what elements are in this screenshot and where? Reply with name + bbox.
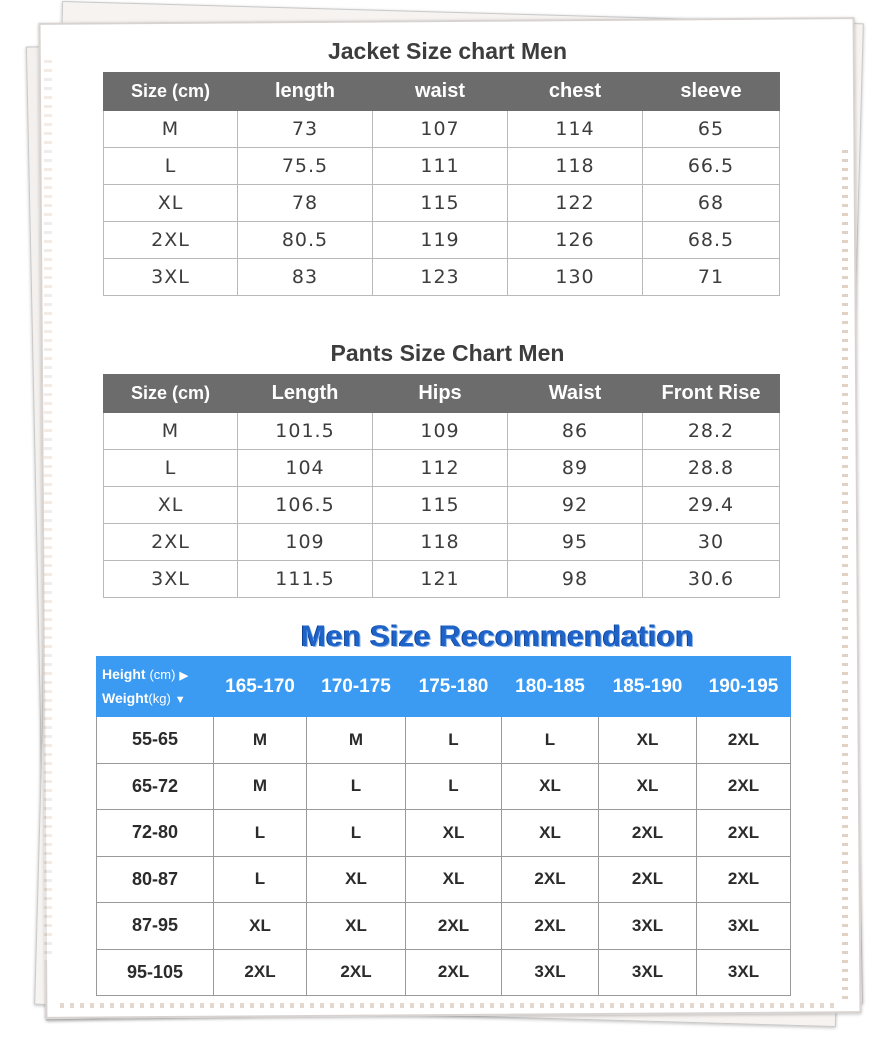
table-cell: 68 — [643, 185, 780, 222]
table-cell: 73 — [238, 111, 373, 148]
recommended-size-cell: 2XL — [697, 717, 791, 764]
table-cell: 3XL — [104, 561, 238, 598]
pants-header-cell: Size (cm) — [104, 375, 238, 413]
recommended-size-cell: M — [307, 717, 406, 764]
table-cell: 83 — [238, 259, 373, 296]
table-cell: 123 — [373, 259, 508, 296]
table-cell: 118 — [508, 148, 643, 185]
pants-header-cell: Waist — [508, 375, 643, 413]
height-label: Height — [102, 665, 146, 682]
recommended-size-cell: XL — [599, 763, 697, 810]
height-range-header: 180-185 — [502, 657, 599, 717]
table-row — [104, 111, 780, 148]
table-cell: 86 — [508, 413, 643, 450]
height-weight-corner-cell — [97, 657, 214, 717]
height-range-header: 170-175 — [307, 657, 406, 717]
table-cell: M — [104, 413, 238, 450]
height-range-header: 175-180 — [406, 657, 502, 717]
table-cell: 107 — [373, 111, 508, 148]
jacket-header-cell: chest — [508, 73, 643, 111]
weight-range-cell: 80-87 — [97, 856, 214, 903]
table-cell: 2XL — [104, 524, 238, 561]
recommended-size-cell: L — [502, 717, 599, 764]
recommended-size-cell: 2XL — [406, 949, 502, 996]
recommended-size-cell: XL — [502, 763, 599, 810]
table-row — [104, 259, 780, 296]
table-cell: 109 — [373, 413, 508, 450]
recommendation-title: Men Size Recommendation — [300, 620, 694, 653]
table-cell: 119 — [373, 222, 508, 259]
triangle-right-icon: ▶ — [179, 669, 188, 682]
table-cell: 75.5 — [238, 148, 373, 185]
height-unit: (cm) — [149, 666, 176, 682]
table-row — [97, 903, 791, 950]
recommended-size-cell: L — [214, 810, 307, 857]
recommended-size-cell: XL — [307, 856, 406, 903]
jacket-size-table — [103, 72, 780, 296]
table-cell: 101.5 — [238, 413, 373, 450]
table-cell: 2XL — [104, 222, 238, 259]
table-cell: 130 — [508, 259, 643, 296]
weight-range-cell: 87-95 — [97, 903, 214, 950]
recommended-size-cell: 3XL — [599, 903, 697, 950]
pants-size-table — [103, 374, 780, 598]
jacket-header-cell: length — [238, 73, 373, 111]
recommended-size-cell: L — [307, 763, 406, 810]
table-cell: 66.5 — [643, 148, 780, 185]
table-cell: 111.5 — [238, 561, 373, 598]
table-cell: 71 — [643, 259, 780, 296]
weight-range-cell: 95-105 — [97, 949, 214, 996]
height-range-header: 165-170 — [214, 657, 307, 717]
recommended-size-cell: XL — [599, 717, 697, 764]
table-row — [104, 561, 780, 598]
height-range-header: 185-190 — [599, 657, 697, 717]
weight-range-cell: 72-80 — [97, 810, 214, 857]
table-cell: 30.6 — [643, 561, 780, 598]
table-cell: 126 — [508, 222, 643, 259]
table-cell: 28.2 — [643, 413, 780, 450]
jacket-header-cell: waist — [373, 73, 508, 111]
table-cell: 115 — [373, 487, 508, 524]
weight-axis-label — [102, 687, 213, 711]
table-cell: 89 — [508, 450, 643, 487]
table-cell: 121 — [373, 561, 508, 598]
recommended-size-cell: XL — [307, 903, 406, 950]
table-row — [97, 949, 791, 996]
table-cell: 3XL — [104, 259, 238, 296]
table-cell: 95 — [508, 524, 643, 561]
table-cell: 118 — [373, 524, 508, 561]
table-cell: XL — [104, 487, 238, 524]
table-row — [104, 450, 780, 487]
recommended-size-cell: 2XL — [697, 810, 791, 857]
recommended-size-cell: L — [406, 717, 502, 764]
table-row — [104, 185, 780, 222]
recommended-size-cell: 2XL — [502, 856, 599, 903]
recommended-size-cell: XL — [406, 810, 502, 857]
recommended-size-cell: M — [214, 717, 307, 764]
table-cell: 68.5 — [643, 222, 780, 259]
height-range-header: 190-195 — [697, 657, 791, 717]
table-cell: 78 — [238, 185, 373, 222]
table-cell: 80.5 — [238, 222, 373, 259]
jacket-header-cell: Size (cm) — [104, 73, 238, 111]
table-cell: 114 — [508, 111, 643, 148]
table-cell: XL — [104, 185, 238, 222]
table-cell: 122 — [508, 185, 643, 222]
recommended-size-cell: 3XL — [697, 903, 791, 950]
recommended-size-cell: L — [406, 763, 502, 810]
table-row — [104, 413, 780, 450]
weight-unit: (kg) — [148, 690, 171, 706]
recommended-size-cell: M — [214, 763, 307, 810]
jacket-header-cell: sleeve — [643, 73, 780, 111]
weight-range-cell: 55-65 — [97, 717, 214, 764]
recommended-size-cell: XL — [502, 810, 599, 857]
table-row — [104, 148, 780, 185]
table-row — [97, 810, 791, 857]
table-row — [97, 856, 791, 903]
table-row — [104, 487, 780, 524]
recommended-size-cell: 2XL — [697, 856, 791, 903]
table-row — [104, 524, 780, 561]
table-cell: L — [104, 450, 238, 487]
table-cell: 92 — [508, 487, 643, 524]
weight-range-cell: 65-72 — [97, 763, 214, 810]
table-cell: 30 — [643, 524, 780, 561]
weight-label: Weight — [102, 689, 149, 706]
height-axis-label — [102, 663, 213, 687]
table-cell: 106.5 — [238, 487, 373, 524]
jacket-chart-title: Jacket Size chart Men — [327, 38, 568, 64]
table-cell: M — [104, 111, 238, 148]
triangle-down-icon: ▼ — [174, 693, 186, 706]
recommended-size-cell: 3XL — [502, 949, 599, 996]
table-row — [104, 222, 780, 259]
recommended-size-cell: L — [214, 856, 307, 903]
recommendation-header-row — [97, 657, 791, 717]
size-recommendation-table — [96, 656, 791, 996]
table-cell: 111 — [373, 148, 508, 185]
table-cell: 29.4 — [643, 487, 780, 524]
recommended-size-cell: 2XL — [307, 949, 406, 996]
recommended-size-cell: 2XL — [406, 903, 502, 950]
recommended-size-cell: 2XL — [599, 810, 697, 857]
table-cell: 115 — [373, 185, 508, 222]
pants-header-cell: Length — [238, 375, 373, 413]
pants-header-row — [104, 375, 780, 413]
pants-header-cell: Hips — [373, 375, 508, 413]
table-cell: 104 — [238, 450, 373, 487]
table-cell: 65 — [643, 111, 780, 148]
recommended-size-cell: 2XL — [697, 763, 791, 810]
table-cell: 109 — [238, 524, 373, 561]
table-cell: 112 — [373, 450, 508, 487]
table-cell: 28.8 — [643, 450, 780, 487]
recommended-size-cell: XL — [406, 856, 502, 903]
table-cell: L — [104, 148, 238, 185]
table-row — [97, 763, 791, 810]
pants-chart-title: Pants Size Chart Men — [330, 340, 565, 366]
jacket-header-row — [104, 73, 780, 111]
recommended-size-cell: 2XL — [502, 903, 599, 950]
recommended-size-cell: 2XL — [214, 949, 307, 996]
recommended-size-cell: L — [307, 810, 406, 857]
pants-header-cell: Front Rise — [643, 375, 780, 413]
table-row — [97, 717, 791, 764]
recommended-size-cell: 3XL — [599, 949, 697, 996]
recommended-size-cell: 3XL — [697, 949, 791, 996]
recommended-size-cell: XL — [214, 903, 307, 950]
table-cell: 98 — [508, 561, 643, 598]
recommended-size-cell: 2XL — [599, 856, 697, 903]
